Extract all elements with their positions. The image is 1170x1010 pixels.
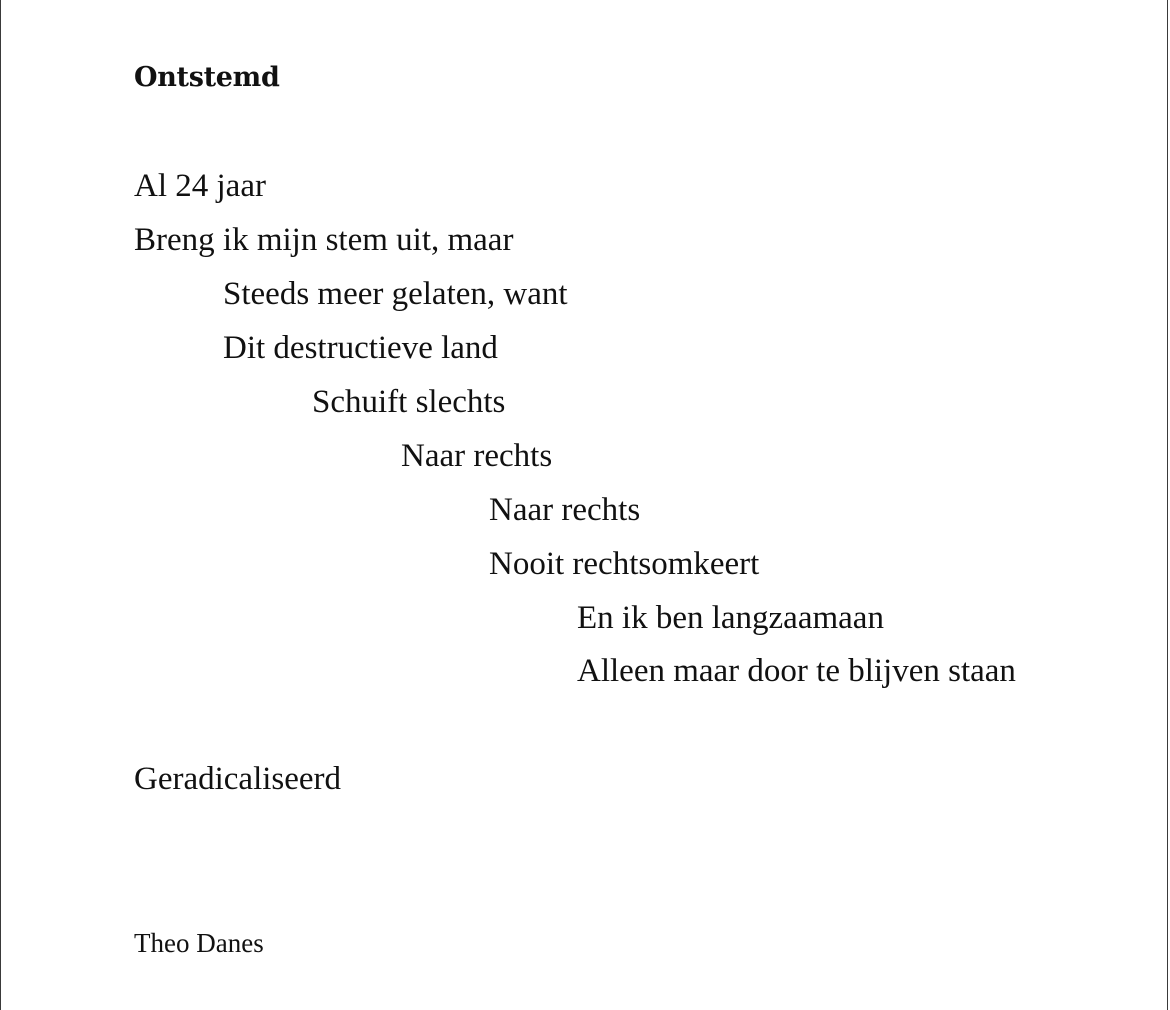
poem-title: Ontstemd bbox=[134, 62, 280, 93]
poem-author: Theo Danes bbox=[134, 928, 264, 958]
poem-line-11: Geradicaliseerd bbox=[134, 761, 342, 797]
poem-line-8: Nooit rechtsomkeert bbox=[489, 546, 760, 582]
poem-line-6: Naar rechts bbox=[401, 438, 553, 474]
poem-line-3: Steeds meer gelaten, want bbox=[223, 276, 568, 312]
poem-line-4: Dit destructieve land bbox=[223, 330, 498, 366]
poem-line-1: Al 24 jaar bbox=[134, 168, 266, 204]
poem-line-2: Breng ik mijn stem uit, maar bbox=[134, 222, 514, 258]
poem-line-9: En ik ben langzaamaan bbox=[577, 600, 884, 636]
poem-line-7: Naar rechts bbox=[489, 492, 641, 528]
poem-line-10: Alleen maar door te blijven staan bbox=[577, 653, 1016, 689]
poem-line-5: Schuift slechts bbox=[312, 384, 506, 420]
